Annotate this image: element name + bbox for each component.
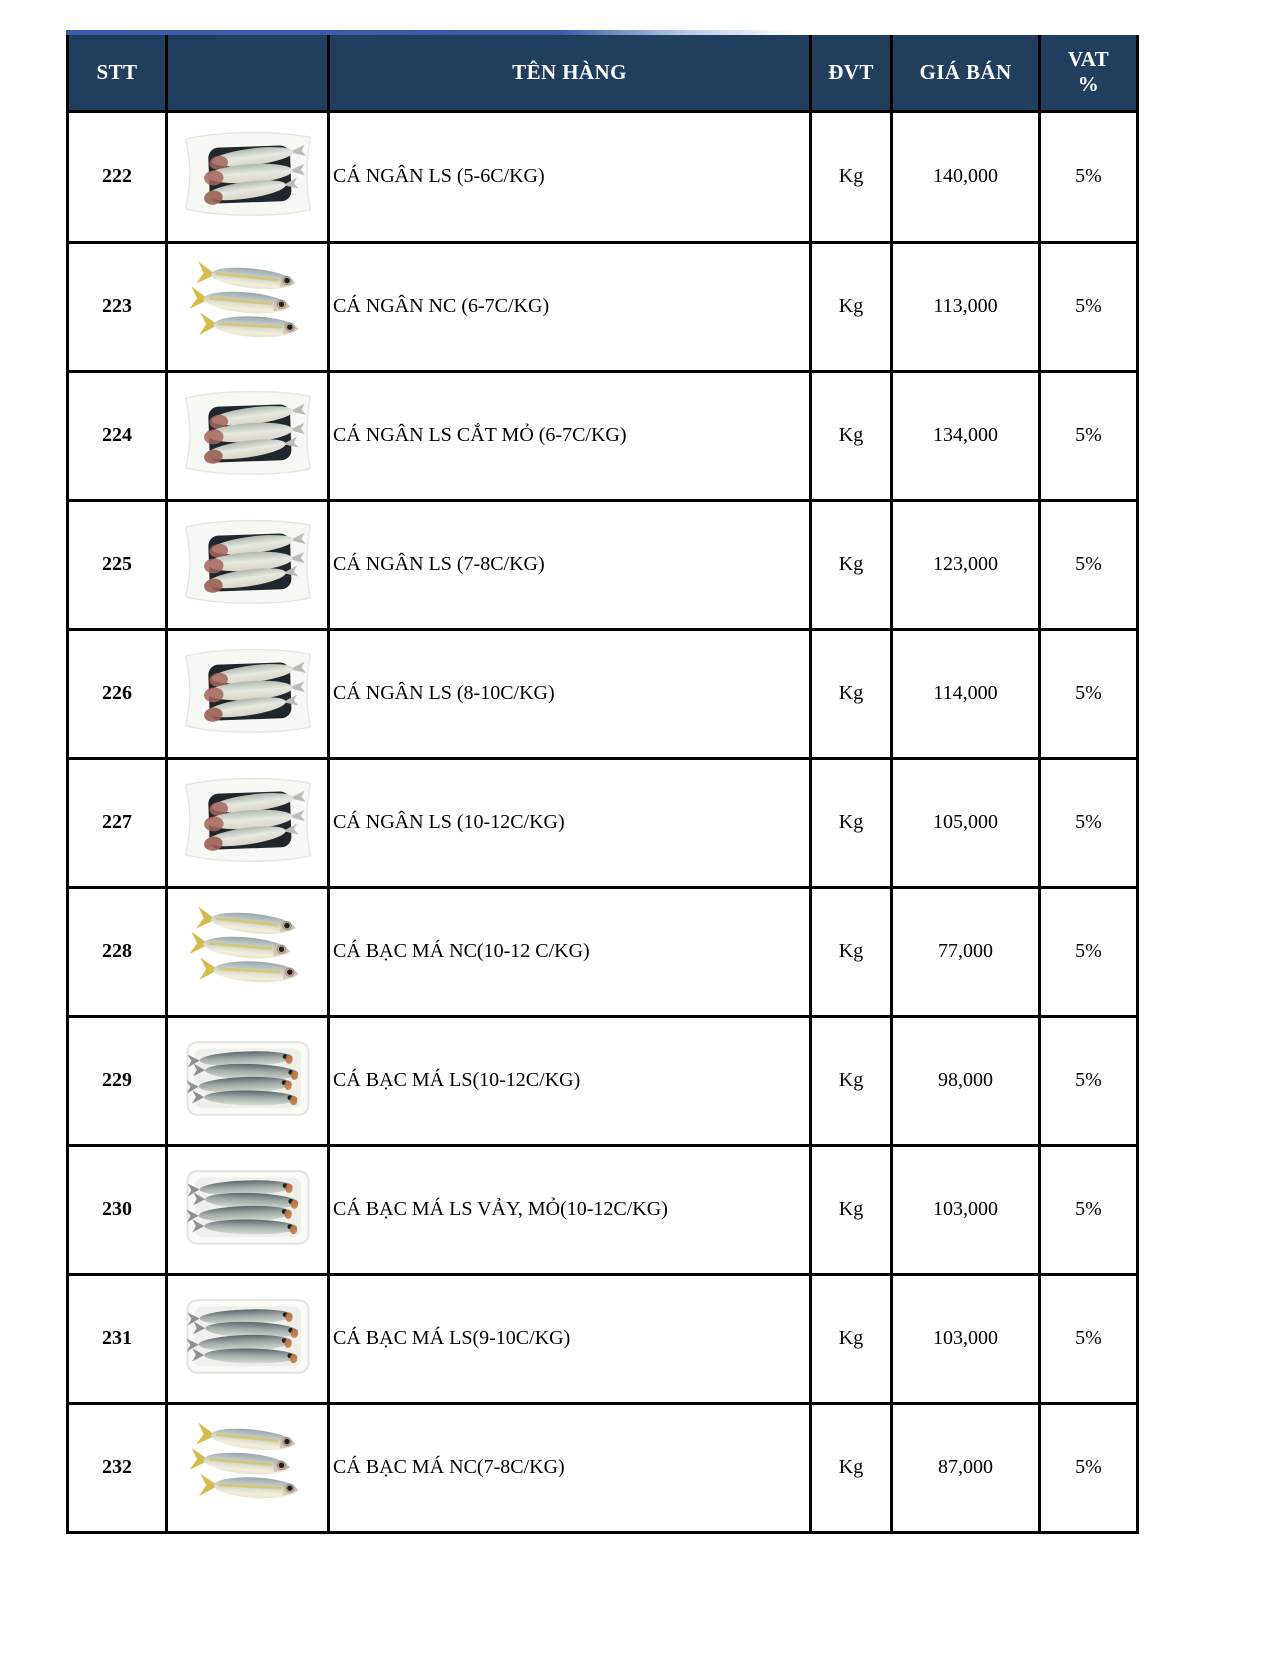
unit: Kg bbox=[811, 1145, 892, 1274]
header-vat-line1: VAT bbox=[1067, 47, 1110, 72]
table-row bbox=[68, 371, 1138, 500]
product-name: CÁ NGÂN LS (7-8C/KG) bbox=[329, 500, 811, 629]
vat-rate: 5% bbox=[1040, 242, 1138, 371]
table-row bbox=[68, 629, 1138, 758]
row-number: 227 bbox=[68, 758, 167, 887]
price: 113,000 bbox=[892, 242, 1040, 371]
product-photo-vacuum-pack-fish bbox=[178, 644, 318, 737]
table-header bbox=[68, 35, 1138, 111]
price: 140,000 bbox=[892, 111, 1040, 242]
vat-rate: 5% bbox=[1040, 1403, 1138, 1532]
product-name: CÁ NGÂN NC (6-7C/KG) bbox=[329, 242, 811, 371]
row-number: 230 bbox=[68, 1145, 167, 1274]
vat-rate: 5% bbox=[1040, 1145, 1138, 1274]
header-image bbox=[167, 35, 329, 111]
product-name: CÁ BẠC MÁ LS(9-10C/KG) bbox=[329, 1274, 811, 1403]
product-photo-loose-fish bbox=[178, 257, 318, 350]
header-stt: STT bbox=[68, 35, 167, 111]
product-photo-vacuum-pack-fish bbox=[178, 515, 318, 608]
price: 103,000 bbox=[892, 1274, 1040, 1403]
unit: Kg bbox=[811, 1274, 892, 1403]
price: 134,000 bbox=[892, 371, 1040, 500]
row-number: 223 bbox=[68, 242, 167, 371]
header-vat-line2: % bbox=[1077, 72, 1100, 97]
table-row bbox=[68, 242, 1138, 371]
unit: Kg bbox=[811, 629, 892, 758]
table-row bbox=[68, 500, 1138, 629]
product-name: CÁ BẠC MÁ NC(10-12 C/KG) bbox=[329, 887, 811, 1016]
row-number: 224 bbox=[68, 371, 167, 500]
product-name: CÁ BẠC MÁ LS VẢY, MỎ(10-12C/KG) bbox=[329, 1145, 811, 1274]
header-price: GIÁ BÁN bbox=[892, 35, 1040, 111]
table-row bbox=[68, 758, 1138, 887]
vat-rate: 5% bbox=[1040, 887, 1138, 1016]
header-vat bbox=[1040, 35, 1138, 111]
product-photo-tray-fish bbox=[178, 1031, 318, 1124]
price: 77,000 bbox=[892, 887, 1040, 1016]
table-row bbox=[68, 887, 1138, 1016]
table-body bbox=[68, 111, 1138, 1532]
price-table bbox=[66, 35, 1139, 1534]
product-name: CÁ NGÂN LS (5-6C/KG) bbox=[329, 111, 811, 242]
header-row bbox=[68, 35, 1138, 111]
row-number: 229 bbox=[68, 1016, 167, 1145]
table-row bbox=[68, 1403, 1138, 1532]
unit: Kg bbox=[811, 500, 892, 629]
product-name: CÁ BẠC MÁ LS(10-12C/KG) bbox=[329, 1016, 811, 1145]
row-number: 225 bbox=[68, 500, 167, 629]
table-row bbox=[68, 111, 1138, 242]
vat-rate: 5% bbox=[1040, 629, 1138, 758]
row-number: 228 bbox=[68, 887, 167, 1016]
unit: Kg bbox=[811, 111, 892, 242]
vat-rate: 5% bbox=[1040, 500, 1138, 629]
vat-rate: 5% bbox=[1040, 111, 1138, 242]
unit: Kg bbox=[811, 887, 892, 1016]
price: 123,000 bbox=[892, 500, 1040, 629]
product-name: CÁ BẠC MÁ NC(7-8C/KG) bbox=[329, 1403, 811, 1532]
unit: Kg bbox=[811, 242, 892, 371]
product-photo-vacuum-pack-fish bbox=[178, 386, 318, 479]
price: 87,000 bbox=[892, 1403, 1040, 1532]
price: 105,000 bbox=[892, 758, 1040, 887]
header-name: TÊN HÀNG bbox=[329, 35, 811, 111]
unit: Kg bbox=[811, 758, 892, 887]
vat-rate: 5% bbox=[1040, 1274, 1138, 1403]
product-photo-loose-fish bbox=[178, 1418, 318, 1511]
row-number: 231 bbox=[68, 1274, 167, 1403]
vat-rate: 5% bbox=[1040, 758, 1138, 887]
product-name: CÁ NGÂN LS (8-10C/KG) bbox=[329, 629, 811, 758]
product-photo-loose-fish bbox=[178, 902, 318, 995]
product-photo-tray-fish bbox=[178, 1160, 318, 1253]
row-number: 226 bbox=[68, 629, 167, 758]
table-row bbox=[68, 1016, 1138, 1145]
table-row bbox=[68, 1274, 1138, 1403]
vat-rate: 5% bbox=[1040, 1016, 1138, 1145]
price: 114,000 bbox=[892, 629, 1040, 758]
product-photo-tray-fish bbox=[178, 1289, 318, 1382]
product-name: CÁ NGÂN LS CẮT MỎ (6-7C/KG) bbox=[329, 371, 811, 500]
product-name: CÁ NGÂN LS (10-12C/KG) bbox=[329, 758, 811, 887]
table-row bbox=[68, 1145, 1138, 1274]
row-number: 232 bbox=[68, 1403, 167, 1532]
price: 98,000 bbox=[892, 1016, 1040, 1145]
product-photo-vacuum-pack-fish bbox=[178, 773, 318, 866]
unit: Kg bbox=[811, 1016, 892, 1145]
product-photo-vacuum-pack-fish bbox=[178, 127, 318, 220]
price: 103,000 bbox=[892, 1145, 1040, 1274]
unit: Kg bbox=[811, 371, 892, 500]
header-unit: ĐVT bbox=[811, 35, 892, 111]
vat-rate: 5% bbox=[1040, 371, 1138, 500]
unit: Kg bbox=[811, 1403, 892, 1532]
row-number: 222 bbox=[68, 111, 167, 242]
